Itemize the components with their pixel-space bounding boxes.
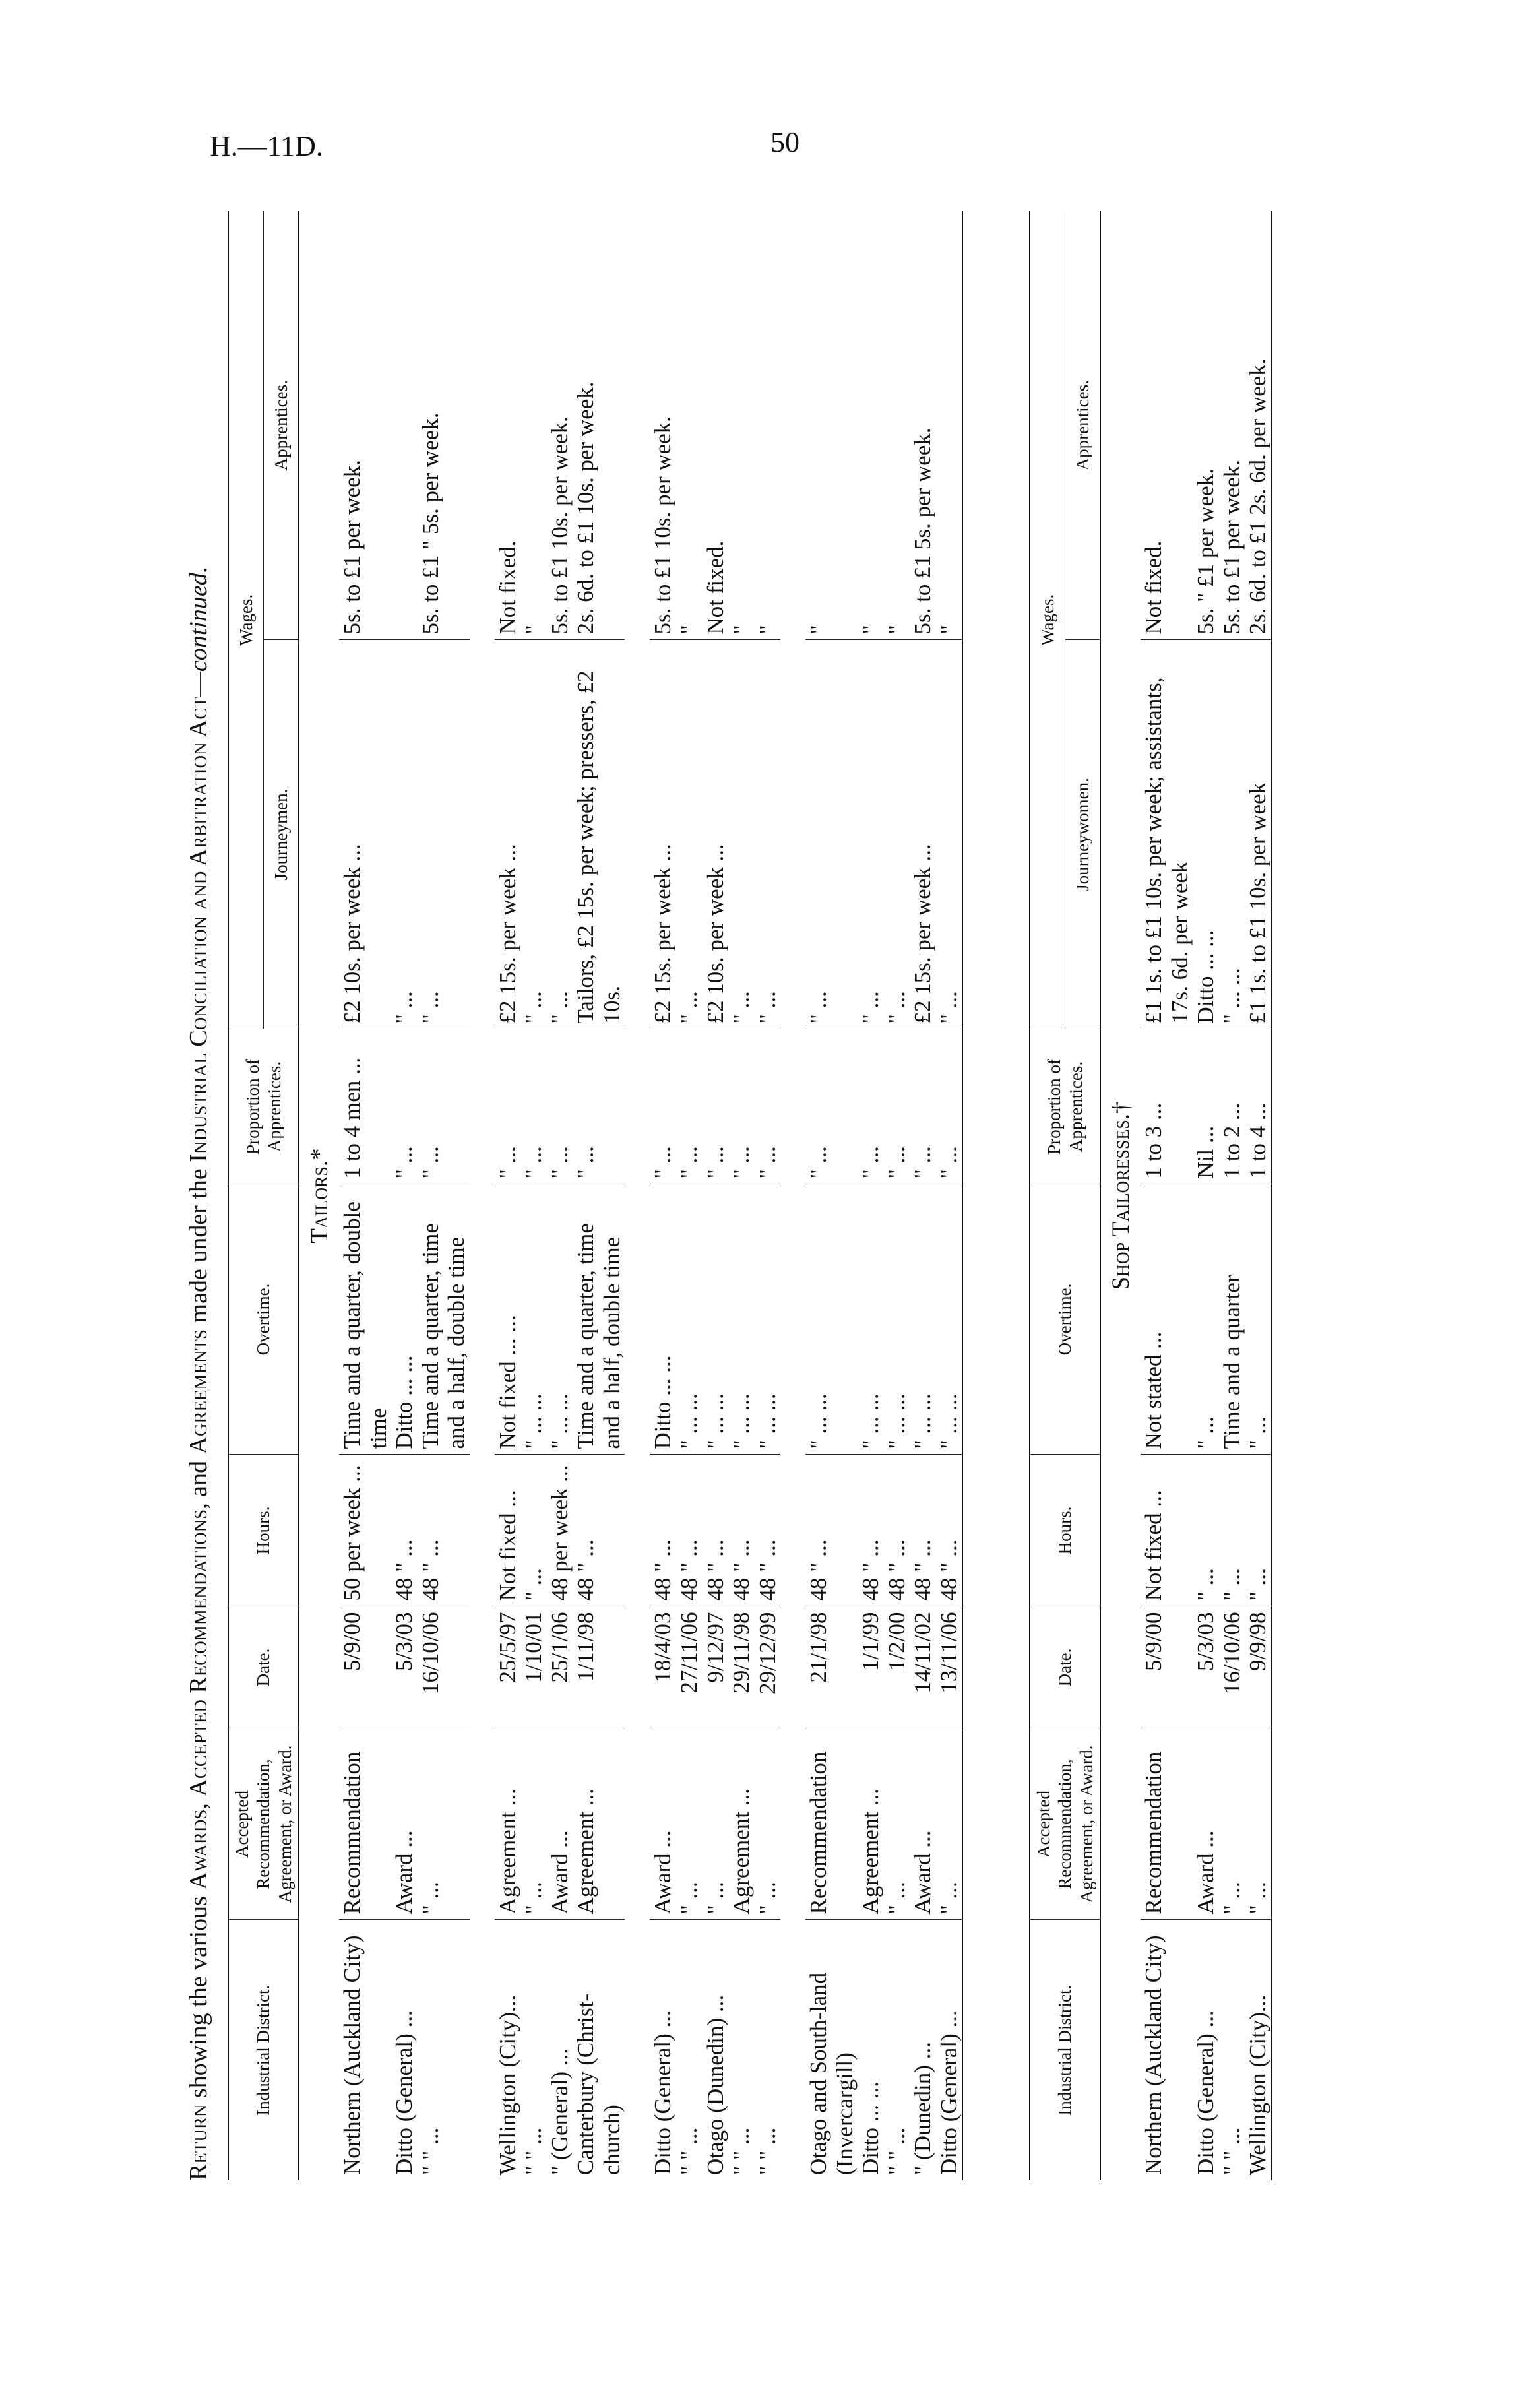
- cell-overtime: " ... ...: [728, 1184, 755, 1455]
- cell-journeymen: " ...: [676, 640, 703, 1029]
- cell-journeymen: " ...: [858, 640, 884, 1029]
- cell-overtime: " ...: [1245, 1184, 1272, 1455]
- cell-date: 1/11/98: [573, 1606, 625, 1728]
- cell-district: Ditto (General) ...: [1193, 2010, 1219, 2175]
- cell-hours: " ...: [1245, 1455, 1272, 1606]
- cell-journeymen: " ...: [520, 640, 547, 1029]
- cell-hours: 48 " ...: [418, 1455, 470, 1606]
- cell-district: Ditto (General) ...: [935, 2010, 962, 2175]
- cell-type: " ...: [703, 1728, 729, 1920]
- cell-apprentices: 2s. 6d. to £1 10s. per week.: [573, 211, 625, 640]
- rotated-table-block: [185, 211, 1372, 2180]
- row-gap: [780, 211, 805, 2180]
- cell-type: Award ...: [547, 1728, 573, 1920]
- cell-district: Wellington (City)...: [1245, 1994, 1271, 2175]
- table-row: [418, 211, 470, 2180]
- cell-hours: 48 " ...: [805, 1455, 858, 1606]
- table-row: [936, 211, 963, 2180]
- cell-journeymen: £2 10s. per week ...: [339, 640, 391, 1029]
- table-row: [547, 211, 573, 2180]
- cell-apprentices: ": [805, 211, 858, 640]
- cell-hours: 48 " ...: [573, 1455, 625, 1606]
- cell-district: Northern (Auckland City): [338, 1935, 365, 2175]
- cell-date: 1/2/00: [884, 1606, 910, 1728]
- cell-overtime: " ... ...: [910, 1184, 936, 1455]
- header-overtime: Overtime.: [228, 1184, 299, 1455]
- cell-date: 5/9/00: [1141, 1606, 1193, 1728]
- cell-type: Recommendation: [805, 1728, 858, 1920]
- section-title: Shop Tailoresses.†: [1108, 1101, 1135, 1290]
- cell-date: 1/1/99: [858, 1606, 884, 1728]
- cell-journeywomen: " ... ...: [1219, 640, 1245, 1029]
- cell-proportion: " ...: [547, 1029, 573, 1184]
- title-sep1: ,: [185, 1796, 212, 1810]
- cell-date: 21/1/98: [805, 1606, 858, 1728]
- header-wages: Wages.: [1030, 211, 1065, 1029]
- table-row: [805, 211, 858, 2180]
- cell-type: Agreement ...: [573, 1728, 625, 1920]
- cell-type: Recommendation: [1141, 1728, 1193, 1920]
- table-row: [391, 211, 418, 2180]
- header-date: Date.: [1030, 1606, 1100, 1728]
- table-row: [703, 211, 729, 2180]
- header-apprentices: Apprentices.: [1065, 211, 1101, 640]
- cell-apprentices: 5s. to £1 10s. per week.: [650, 211, 676, 640]
- table-row: [728, 211, 755, 2180]
- cell-proportion: " ...: [650, 1029, 676, 1184]
- cell-proportion: 1 to 2 ...: [1219, 1029, 1245, 1184]
- cell-district: " (General) ...: [546, 2048, 573, 2175]
- section-title: Tailors.*: [306, 1148, 334, 1244]
- cell-date: 16/10/06: [418, 1606, 470, 1728]
- cell-date: 27/11/06: [676, 1606, 703, 1728]
- cell-type: Agreement ...: [495, 1728, 521, 1920]
- cell-date: 5/3/03: [1193, 1606, 1219, 1728]
- table-row: [650, 211, 676, 2180]
- table-row: [1141, 211, 1193, 2180]
- cell-date: 29/12/99: [755, 1606, 781, 1728]
- title-dash: —: [185, 672, 212, 697]
- cell-proportion: 1 to 4 ...: [1245, 1029, 1272, 1184]
- cell-date: 9/9/98: [1245, 1606, 1272, 1728]
- cell-type: Award ...: [391, 1728, 418, 1920]
- cell-type: " ...: [676, 1728, 703, 1920]
- cell-date: 13/11/06: [936, 1606, 963, 1728]
- cell-district: " " ...: [883, 2127, 910, 2175]
- cell-overtime: " ... ...: [936, 1184, 963, 1455]
- cell-date: 1/10/01: [520, 1606, 547, 1728]
- cell-journeymen: " ...: [936, 640, 963, 1029]
- cell-overtime: Not stated ...: [1141, 1184, 1193, 1455]
- header-district: Industrial District.: [1055, 1984, 1075, 2116]
- cell-overtime: " ... ...: [755, 1184, 781, 1455]
- cell-journeywomen: £1 1s. to £1 10s. per week: [1245, 640, 1272, 1029]
- cell-date: 18/4/03: [650, 1606, 676, 1728]
- cell-proportion: Nil ...: [1193, 1029, 1219, 1184]
- cell-type: " ...: [1219, 1728, 1245, 1920]
- table-row: [573, 211, 625, 2180]
- table-row: [339, 211, 391, 2180]
- header-journeywomen: Journeywomen.: [1065, 640, 1101, 1029]
- cell-hours: 48 " ...: [884, 1455, 910, 1606]
- cell-type: Recommendation: [339, 1728, 391, 1920]
- cell-proportion: 1 to 3 ...: [1141, 1029, 1193, 1184]
- cell-district: Otago (Dunedin) ...: [702, 1994, 728, 2175]
- cell-journeymen: £2 15s. per week ...: [650, 640, 676, 1029]
- cell-proportion: " ...: [573, 1029, 625, 1184]
- cell-apprentices: Not fixed.: [703, 211, 729, 640]
- tailors-table-body: [299, 211, 962, 2180]
- tailors-table: [228, 211, 963, 2180]
- header-type: Accepted Recommendation, Agreement, or Award.: [228, 1728, 299, 1920]
- cell-date: 25/5/97: [495, 1606, 521, 1728]
- cell-hours: 50 per week ...: [339, 1455, 391, 1606]
- cell-apprentices: 5s. to £1 per week.: [339, 211, 391, 640]
- cell-overtime: " ... ...: [884, 1184, 910, 1455]
- title-agreements: Agreements: [185, 1329, 212, 1455]
- cell-proportion: " ...: [936, 1029, 963, 1184]
- cell-apprentices: 2s. 6d. to £1 2s. 6d. per week.: [1245, 211, 1272, 640]
- cell-overtime: Time and a quarter, time and a half, double time: [418, 1184, 470, 1455]
- cell-date: 14/11/02: [910, 1606, 936, 1728]
- cell-apprentices: ": [884, 211, 910, 640]
- cell-district: Canterbury (Christ-church): [573, 1993, 625, 2175]
- cell-journeymen: " ...: [755, 640, 781, 1029]
- cell-journeymen: £2 15s. per week ...: [910, 640, 936, 1029]
- page-number: 50: [770, 126, 799, 158]
- header-hours: Hours.: [228, 1455, 299, 1606]
- cell-journeymen: " ...: [418, 640, 470, 1029]
- cell-proportion: 1 to 4 men ...: [339, 1029, 391, 1184]
- cell-hours: 48 " ...: [755, 1455, 781, 1606]
- title-awards: Awards: [185, 1809, 212, 1890]
- cell-overtime: " ... ...: [805, 1184, 858, 1455]
- cell-hours: " ...: [1219, 1455, 1245, 1606]
- cell-apprentices: ": [936, 211, 963, 640]
- tailoresses-table-body: [1100, 211, 1272, 2180]
- cell-district: Wellington (City)...: [494, 1994, 520, 2175]
- cell-journeymen: " ...: [391, 640, 418, 1029]
- cell-overtime: " ...: [1193, 1184, 1219, 1455]
- header-journeymen: Journeymen.: [264, 640, 299, 1029]
- cell-journeymen: " ...: [805, 640, 858, 1029]
- cell-district: Ditto (General) ...: [391, 2010, 418, 2175]
- cell-district: Northern (Auckland City): [1140, 1935, 1166, 2175]
- cell-proportion: " ...: [755, 1029, 781, 1184]
- header-overtime: Overtime.: [1030, 1184, 1100, 1455]
- cell-overtime: " ... ...: [858, 1184, 884, 1455]
- table-row: [1219, 211, 1245, 2180]
- table-row: [858, 211, 884, 2180]
- cell-date: 25/1/06: [547, 1606, 573, 1728]
- cell-hours: 48 " ...: [936, 1455, 963, 1606]
- cell-overtime: " ... ...: [547, 1184, 573, 1455]
- row-gap: [625, 211, 650, 2180]
- shop-tailoresses-table: [1029, 211, 1272, 2180]
- cell-apprentices: 5s. to £1 " 5s. per week.: [418, 211, 470, 640]
- cell-type: " ...: [936, 1728, 963, 1920]
- cell-proportion: " ...: [884, 1029, 910, 1184]
- cell-proportion: " ...: [858, 1029, 884, 1184]
- cell-type: " ...: [884, 1728, 910, 1920]
- cell-apprentices: 5s. to £1 10s. per week.: [547, 211, 573, 640]
- cell-proportion: " ...: [391, 1029, 418, 1184]
- cell-overtime: " ... ...: [676, 1184, 703, 1455]
- cell-district: Otago and South-land (Invercargill): [805, 1972, 858, 2175]
- cell-apprentices: [391, 211, 418, 640]
- cell-type: " ...: [1245, 1728, 1272, 1920]
- table-title: [185, 211, 214, 2180]
- cell-journeywomen: Ditto ... ...: [1193, 640, 1219, 1029]
- cell-hours: Not fixed ...: [1141, 1455, 1193, 1606]
- cell-journeymen: " ...: [547, 640, 573, 1029]
- cell-proportion: " ...: [703, 1029, 729, 1184]
- cell-type: " ...: [755, 1728, 781, 1920]
- table-row: [755, 211, 781, 2180]
- cell-overtime: Ditto ... ...: [650, 1184, 676, 1455]
- cell-district: " " ...: [1218, 2127, 1245, 2175]
- title-text2: made under the: [185, 1162, 212, 1329]
- title-text: showing the various: [185, 1889, 212, 2105]
- cell-type: Award ...: [1193, 1728, 1219, 1920]
- cell-proportion: " ...: [910, 1029, 936, 1184]
- cell-apprentices: 5s. to £1 5s. per week.: [910, 211, 936, 640]
- cell-district: " " ...: [520, 2127, 547, 2175]
- cell-proportion: " ...: [728, 1029, 755, 1184]
- cell-type: Agreement ...: [728, 1728, 755, 1920]
- header-district: Industrial District.: [253, 1984, 274, 2116]
- cell-type: " ...: [520, 1728, 547, 1920]
- cell-date: 5/9/00: [339, 1606, 391, 1728]
- header-proportion: Proportion of Apprentices.: [1030, 1029, 1100, 1184]
- table-row: [884, 211, 910, 2180]
- cell-proportion: " ...: [418, 1029, 470, 1184]
- cell-apprentices: ": [728, 211, 755, 640]
- title-sep2: , and: [185, 1454, 212, 1509]
- header-proportion: Proportion of Apprentices.: [228, 1029, 299, 1184]
- table-row: [495, 211, 521, 2180]
- cell-apprentices: 5s. to £1 per week.: [1219, 211, 1245, 640]
- cell-hours: 48 " ...: [703, 1455, 729, 1606]
- title-continued: continued.: [185, 566, 212, 672]
- cell-journeymen: £2 15s. per week ...: [495, 640, 521, 1029]
- cell-journeymen: " ...: [884, 640, 910, 1029]
- cell-hours: 48 per week ...: [547, 1455, 573, 1606]
- title-act: Industrial Conciliation and Arbitration Act: [185, 697, 212, 1162]
- cell-overtime: " ... ...: [703, 1184, 729, 1455]
- cell-type: Award ...: [910, 1728, 936, 1920]
- cell-hours: " ...: [520, 1455, 547, 1606]
- cell-journeywomen: £1 1s. to £1 10s. per week; assistants, 17s. 6d. per week: [1141, 640, 1193, 1029]
- cell-hours: " ...: [1193, 1455, 1219, 1606]
- table-row: [676, 211, 703, 2180]
- cell-overtime: Not fixed ... ...: [495, 1184, 521, 1455]
- header-date: Date.: [228, 1606, 299, 1728]
- cell-journeymen: £2 10s. per week ...: [703, 640, 729, 1029]
- header-hours: Hours.: [1030, 1455, 1100, 1606]
- cell-district: Ditto ... ...: [858, 2081, 884, 2175]
- cell-district: " (Dunedin) ...: [910, 2042, 936, 2175]
- table-row: [520, 211, 547, 2180]
- cell-type: Award ...: [650, 1728, 676, 1920]
- cell-proportion: " ...: [805, 1029, 858, 1184]
- cell-hours: 48 " ...: [391, 1455, 418, 1606]
- cell-date: 5/3/03: [391, 1606, 418, 1728]
- cell-overtime: Time and a quarter: [1219, 1184, 1245, 1455]
- cell-apprentices: ": [676, 211, 703, 640]
- cell-apprentices: Not fixed.: [1141, 211, 1193, 640]
- cell-proportion: " ...: [676, 1029, 703, 1184]
- cell-hours: 48 " ...: [676, 1455, 703, 1606]
- cell-proportion: " ...: [495, 1029, 521, 1184]
- cell-overtime: Time and a quarter, time and a half, double time: [573, 1184, 625, 1455]
- cell-apprentices: ": [858, 211, 884, 640]
- cell-overtime: Time and a quarter, double time: [339, 1184, 391, 1455]
- page-reference: H.—11D.: [210, 130, 323, 162]
- cell-district: " " ...: [417, 2127, 443, 2175]
- row-gap: [470, 211, 495, 2180]
- cell-hours: 48 " ...: [858, 1455, 884, 1606]
- cell-district: Ditto (General) ...: [650, 2010, 676, 2175]
- cell-overtime: Ditto ... ...: [391, 1184, 418, 1455]
- header-wages: Wages.: [228, 211, 264, 1029]
- cell-district: " " ...: [754, 2127, 780, 2175]
- table-row: [910, 211, 936, 2180]
- table-row: [1193, 211, 1219, 2180]
- table-row: [1245, 211, 1272, 2180]
- cell-date: 29/11/98: [728, 1606, 755, 1728]
- cell-district: " " ...: [675, 2127, 702, 2175]
- cell-journeymen: " ...: [728, 640, 755, 1029]
- cell-apprentices: 5s. " £1 per week.: [1193, 211, 1219, 640]
- cell-overtime: " ... ...: [520, 1184, 547, 1455]
- cell-hours: 48 " ...: [728, 1455, 755, 1606]
- cell-district: " " ...: [728, 2127, 755, 2175]
- title-accepted: Accepted Recommendations: [185, 1509, 212, 1797]
- header-apprentices: Apprentices.: [264, 211, 299, 640]
- cell-apprentices: ": [520, 211, 547, 640]
- cell-date: 9/12/97: [703, 1606, 729, 1728]
- header-type: Accepted Recommendation, Agreement, or Award.: [1030, 1728, 1100, 1920]
- cell-hours: Not fixed ...: [495, 1455, 521, 1606]
- cell-type: " ...: [418, 1728, 470, 1920]
- cell-journeymen: Tailors, £2 15s. per week; pressers, £2 10s.: [573, 640, 625, 1029]
- cell-hours: 48 " ...: [910, 1455, 936, 1606]
- cell-apprentices: Not fixed.: [495, 211, 521, 640]
- cell-date: 16/10/06: [1219, 1606, 1245, 1728]
- title-return: Return: [185, 2104, 212, 2180]
- cell-apprentices: ": [755, 211, 781, 640]
- cell-hours: 48 " ...: [650, 1455, 676, 1606]
- cell-proportion: " ...: [520, 1029, 547, 1184]
- cell-type: Agreement ...: [858, 1728, 884, 1920]
